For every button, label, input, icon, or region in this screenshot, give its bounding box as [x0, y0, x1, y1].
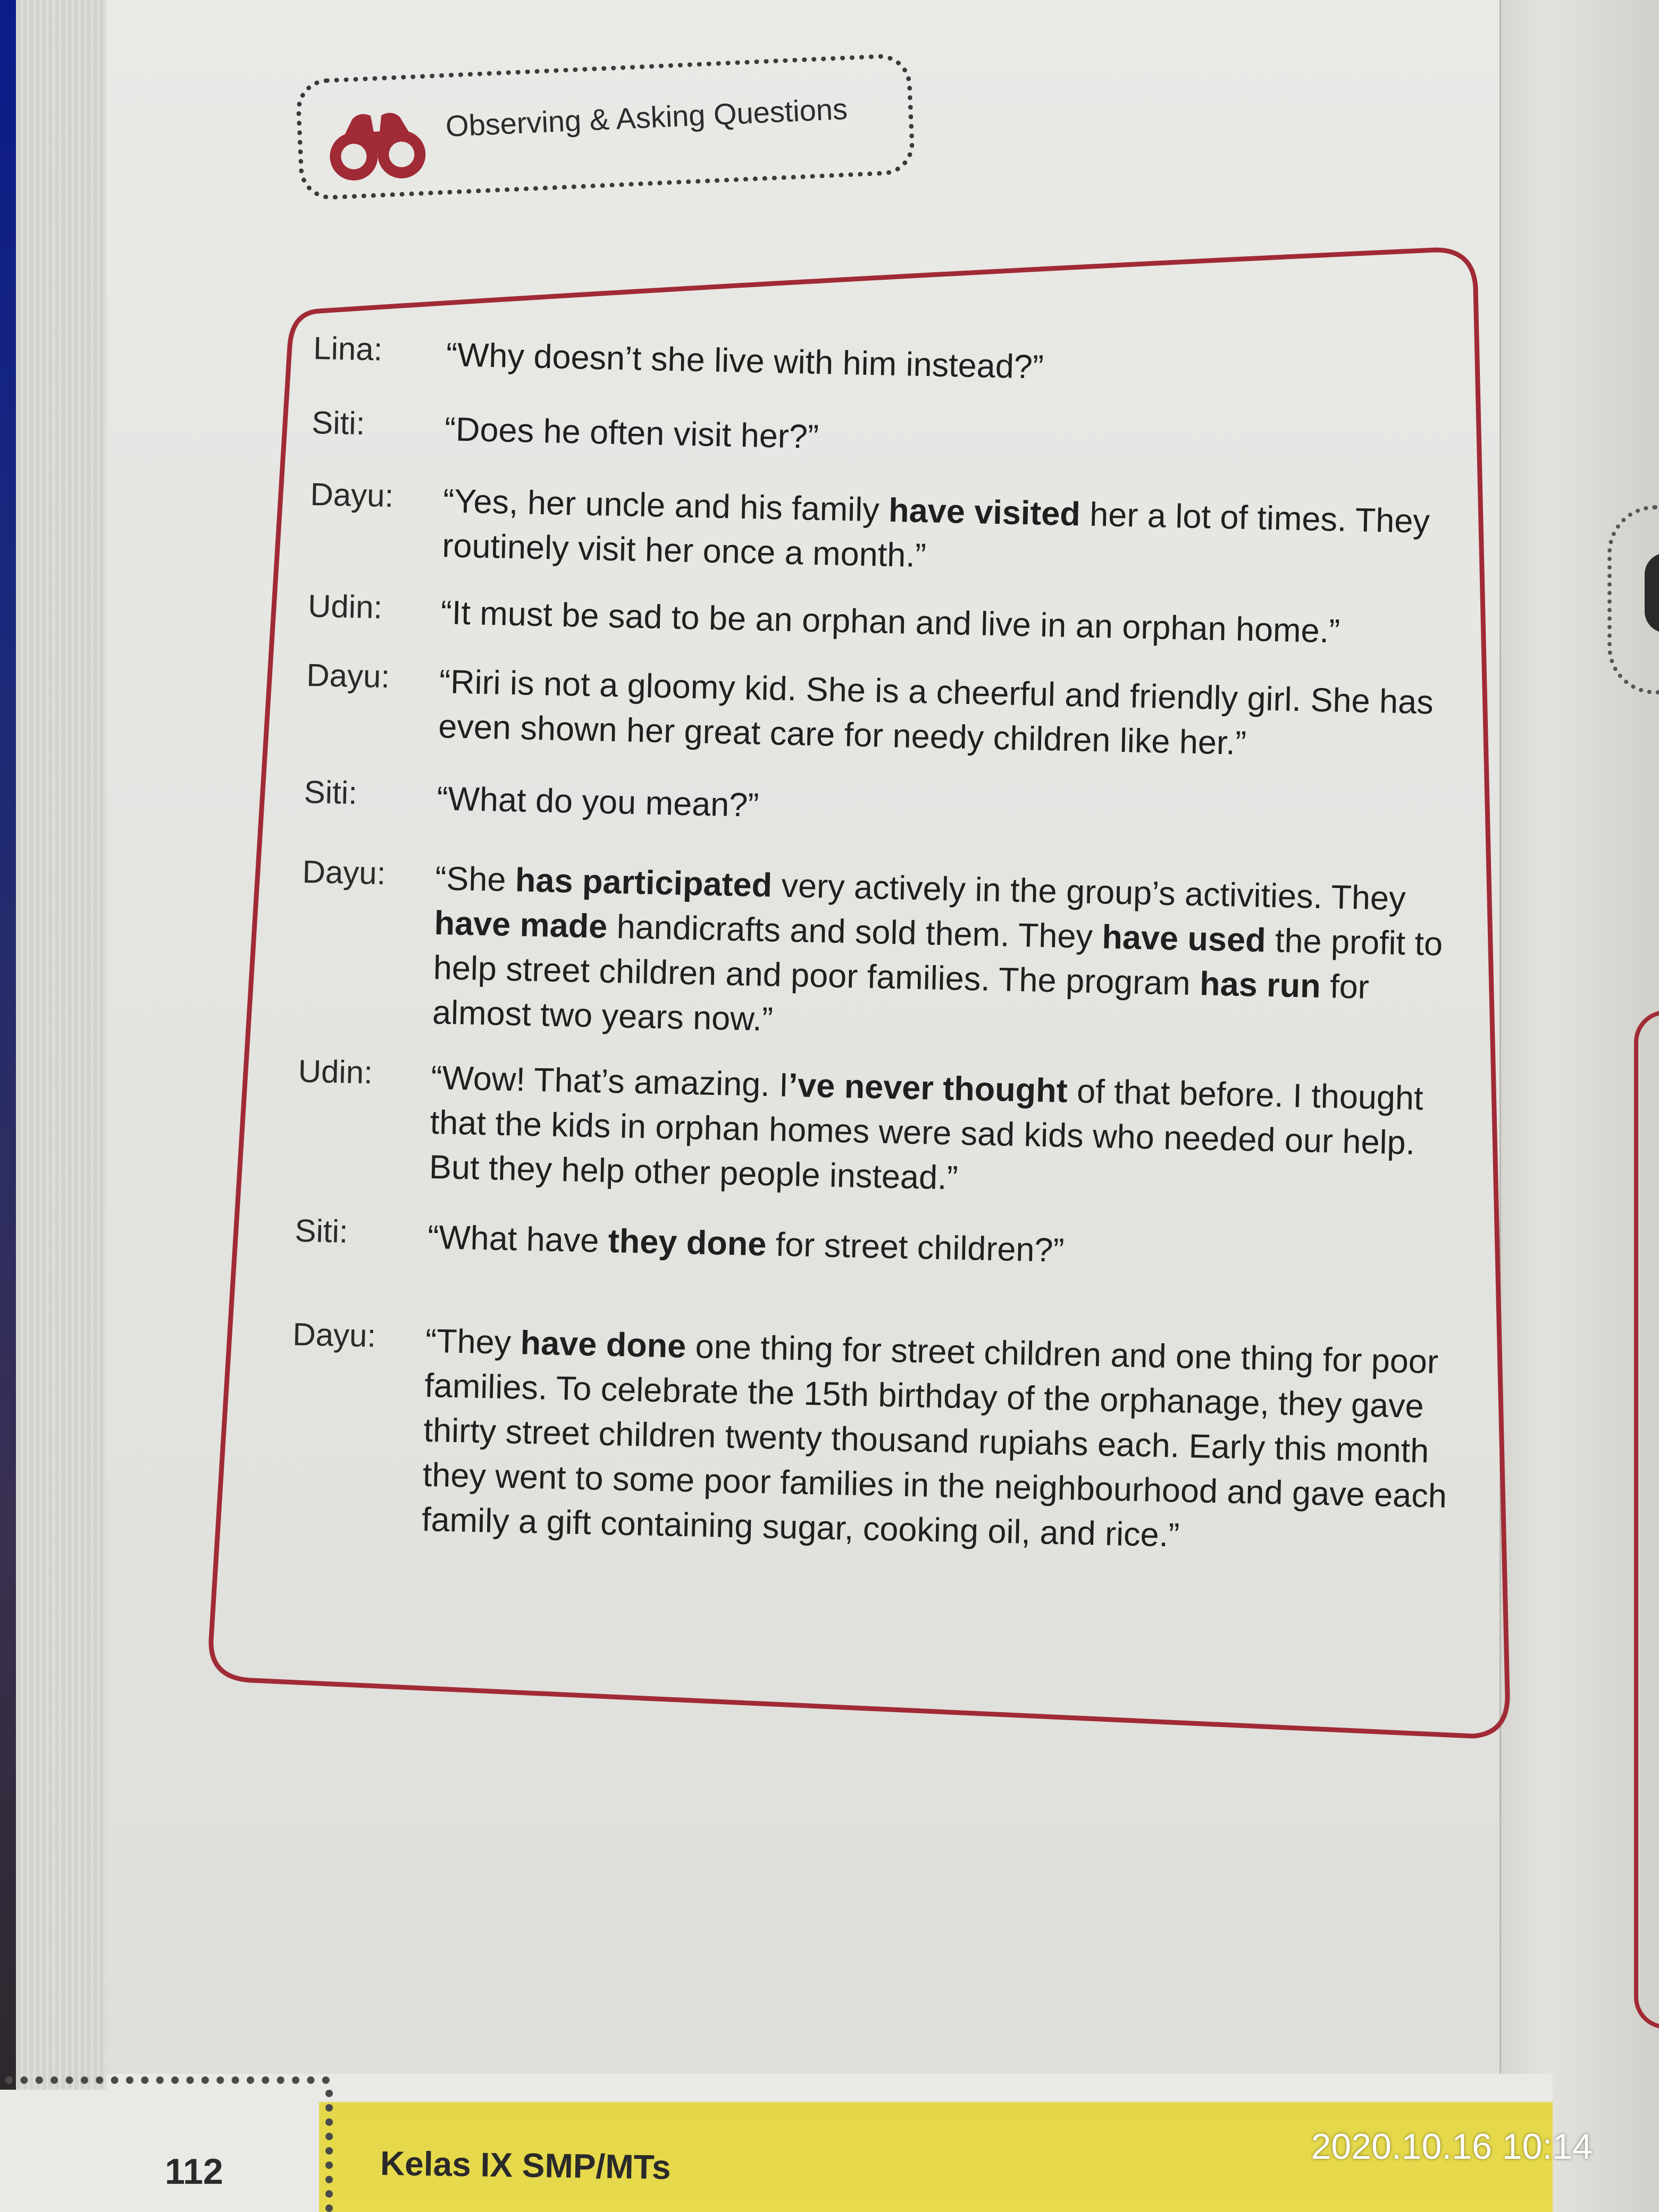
emphasized-phrase: has run — [1199, 965, 1321, 1005]
emphasized-phrase: have visited — [888, 491, 1081, 533]
emphasized-phrase: has participated — [515, 861, 773, 904]
dialogue-line: “She has participated very actively in the group’s activities. They have made handicrafts and sold them. They have used the profit to help street children and poor families. The program has run for almost two years now.” — [432, 860, 1443, 1038]
emphasized-phrase: ’ve never thought — [787, 1067, 1068, 1110]
speaker-name: Dayu: — [301, 853, 387, 892]
emphasized-phrase: have done — [520, 1324, 686, 1365]
dialogue-line: “Does he often visit her?” — [444, 410, 819, 456]
speaker-name: Udin: — [298, 1053, 373, 1091]
dialogue-line: “Riri is not a gloomy kid. She is a cheerful and friendly girl. She has even shown her great care for needy children like her.” — [438, 663, 1434, 762]
dialogue-line: “Wow! That’s amazing. I’ve never thought of that before. I thought that the kids in orphan homes were sad kids who needed our help. But they help other people instead.” — [429, 1059, 1424, 1197]
page-number: 112 — [165, 2151, 223, 2192]
footer-page-number-area — [0, 2090, 319, 2212]
section-title: Observing & Asking Questions — [445, 91, 849, 143]
speaker-name: Lina: — [313, 330, 383, 367]
dialogue-line: “What do you mean?” — [436, 780, 759, 824]
speaker-name: Udin: — [307, 588, 383, 625]
dialogue-line: “What have they done for street children?” — [427, 1218, 1065, 1269]
speaker-name: Dayu: — [292, 1316, 376, 1354]
book-title: Kelas IX SMP/MTs — [380, 2144, 672, 2186]
photo-timestamp: 2020.10.16 10:14 — [1311, 2126, 1593, 2167]
speaker-name: Siti: — [304, 774, 358, 811]
speaker-name: Siti: — [311, 404, 366, 442]
emphasized-phrase: have used — [1101, 918, 1267, 959]
speaker-name: Dayu: — [309, 476, 394, 514]
dialogue-line: “They have done one thing for street children and one thing for poor families. To celebrate the 15th birthday of the orphanage, they gave thirty street children twenty thousand rupiahs each. Early this month they went to some poor families in the neighbourhood and gave each family a gift containing sugar, cooking oil, and rice.” — [421, 1322, 1447, 1554]
emphasized-phrase: have made — [433, 904, 608, 945]
footer-dotted-divider — [325, 2090, 333, 2212]
dialogue-line: “It must be sad to be an orphan and live in an orphan home.” — [440, 594, 1340, 650]
footer-dotted-line — [5, 2076, 330, 2094]
speaker-name: Siti: — [294, 1212, 349, 1250]
dialogue-line: “Yes, her uncle and his family have visited her a lot of times. They routinely visit her once a month.” — [441, 482, 1430, 575]
emphasized-phrase: they done — [608, 1222, 767, 1263]
dialogue-line: “Why doesn’t she live with him instead?” — [446, 336, 1044, 386]
speaker-name: Dayu: — [306, 657, 390, 695]
